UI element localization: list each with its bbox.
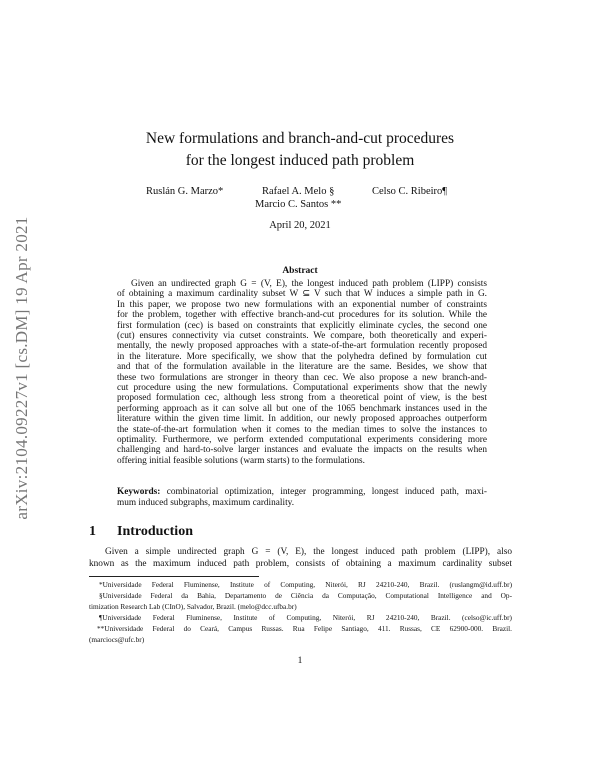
intro-line: known as the maximum induced path problem, consists of obtaining a maximum cardinality subset xyxy=(89,559,512,569)
footnote-rule xyxy=(89,576,259,577)
abstract-line: challenging and hard-to-solve larger instances and evaluate the impacts on the results when xyxy=(117,445,487,456)
abstract-line: In this paper, we propose two new formulations with an exponential number of constraints xyxy=(117,299,487,310)
abstract-line: for the problem, together with effective branch-and-cut procedures for its solution. While the xyxy=(117,310,487,321)
abstract-line: mentally, the newly proposed approaches with a state-of-the-art formulation recently proposed xyxy=(117,341,487,352)
footnote-line: **Universidade Federal do Ceará, Campus Russas. Rua Felipe Santiago, 411. Russas, CE 62900-000. Brazil. xyxy=(97,624,512,633)
author: Celso C. Ribeiro¶ xyxy=(372,186,448,197)
abstract-line: in the literature. More specifically, we show that the polyhedra defined by formulation cut xyxy=(117,351,487,362)
abstract-line: (cut) ensures connectivity via cutset constraints. We compare, both theoretically and experi- xyxy=(117,331,487,341)
abstract-heading: Abstract xyxy=(282,266,318,276)
keywords-label: Keywords: xyxy=(117,487,161,497)
abstract-line: offering initial feasible solutions (warm starts) to the formulations. xyxy=(117,455,365,466)
paper-title xyxy=(0,128,600,172)
footnote-line: timization Research Lab (CInO), Salvador, Brazil. (melo@dcc.ufba.br) xyxy=(89,602,297,611)
section-heading xyxy=(89,524,193,540)
abstract-line: performing approach as it can solve all but one of the 1065 benchmark instances used in the xyxy=(117,403,487,414)
author: Ruslán G. Marzo* xyxy=(146,186,224,197)
date: April 20, 2021 xyxy=(269,220,331,231)
keywords-line xyxy=(117,487,487,498)
author: Marcio C. Santos ** xyxy=(255,199,342,210)
abstract-line: and that of the formulation available in the literature are the same. Besides, we show that xyxy=(117,362,487,373)
abstract-line: the state-of-the-art formulation when it comes to the median times to solve the instances to xyxy=(117,424,487,435)
abstract-line: optimality. Furthermore, we perform extended computational experiments considering more xyxy=(117,435,487,445)
abstract-line: literature within the given time limit. In addition, our newly proposed approaches outperform xyxy=(117,414,487,425)
abstract-line: cut procedure using the new formulations. Computational experiments show that the newly xyxy=(117,383,487,393)
abstract-line: proposed formulation cec, although less strong from a theoretical point of view, is the best xyxy=(117,393,487,404)
section-number: 1 xyxy=(89,524,96,539)
author: Rafael A. Melo § xyxy=(262,186,335,197)
keywords-text: combinatorial optimization, integer programming, longest induced path, maxi- xyxy=(166,487,487,497)
keywords-line: mum induced subgraphs, maximum cardinality. xyxy=(117,498,295,508)
arxiv-stamp: arXiv:2104.09227v1 [cs.DM] 19 Apr 2021 xyxy=(12,216,31,520)
abstract-line: of obtaining a maximum cardinality subset W ⊆ V such that W induces a simple path in G. xyxy=(117,289,487,300)
section-title: Introduction xyxy=(117,524,193,539)
title-line: for the longest induced path problem xyxy=(185,152,415,169)
page-number: 1 xyxy=(297,656,303,666)
footnote-line: ¶Universidade Federal Fluminense, Institute of Computing, Niterói, RJ 24210-240, Brazil. (celso@ic.uff.br) xyxy=(99,613,512,622)
abstract-line: Given an undirected graph G = (V, E), the longest induced path problem (LIPP) consists xyxy=(131,279,487,289)
footnote-line: §Universidade Federal da Bahia, Departamento de Ciência da Computação, Computational Intelligence and Op- xyxy=(99,591,512,600)
footnote-line: *Universidade Federal Fluminense, Institute of Computing, Niterói, RJ 24210-240, Brazil. (ruslangm@id.uff.br) xyxy=(99,580,512,589)
abstract-line: first formulation (cec) is based on constraints that explicitly eliminate cycles, the second one xyxy=(117,320,487,331)
abstract-line: these two formulations are stronger in theory than cec. We also propose a new branch-and- xyxy=(117,372,487,383)
intro-line: Given a simple undirected graph G = (V, E), the longest induced path problem (LIPP), also xyxy=(105,547,512,557)
footnote-line: (marciocs@ufc.br) xyxy=(89,635,145,644)
title-line: New formulations and branch-and-cut procedures xyxy=(145,130,455,147)
